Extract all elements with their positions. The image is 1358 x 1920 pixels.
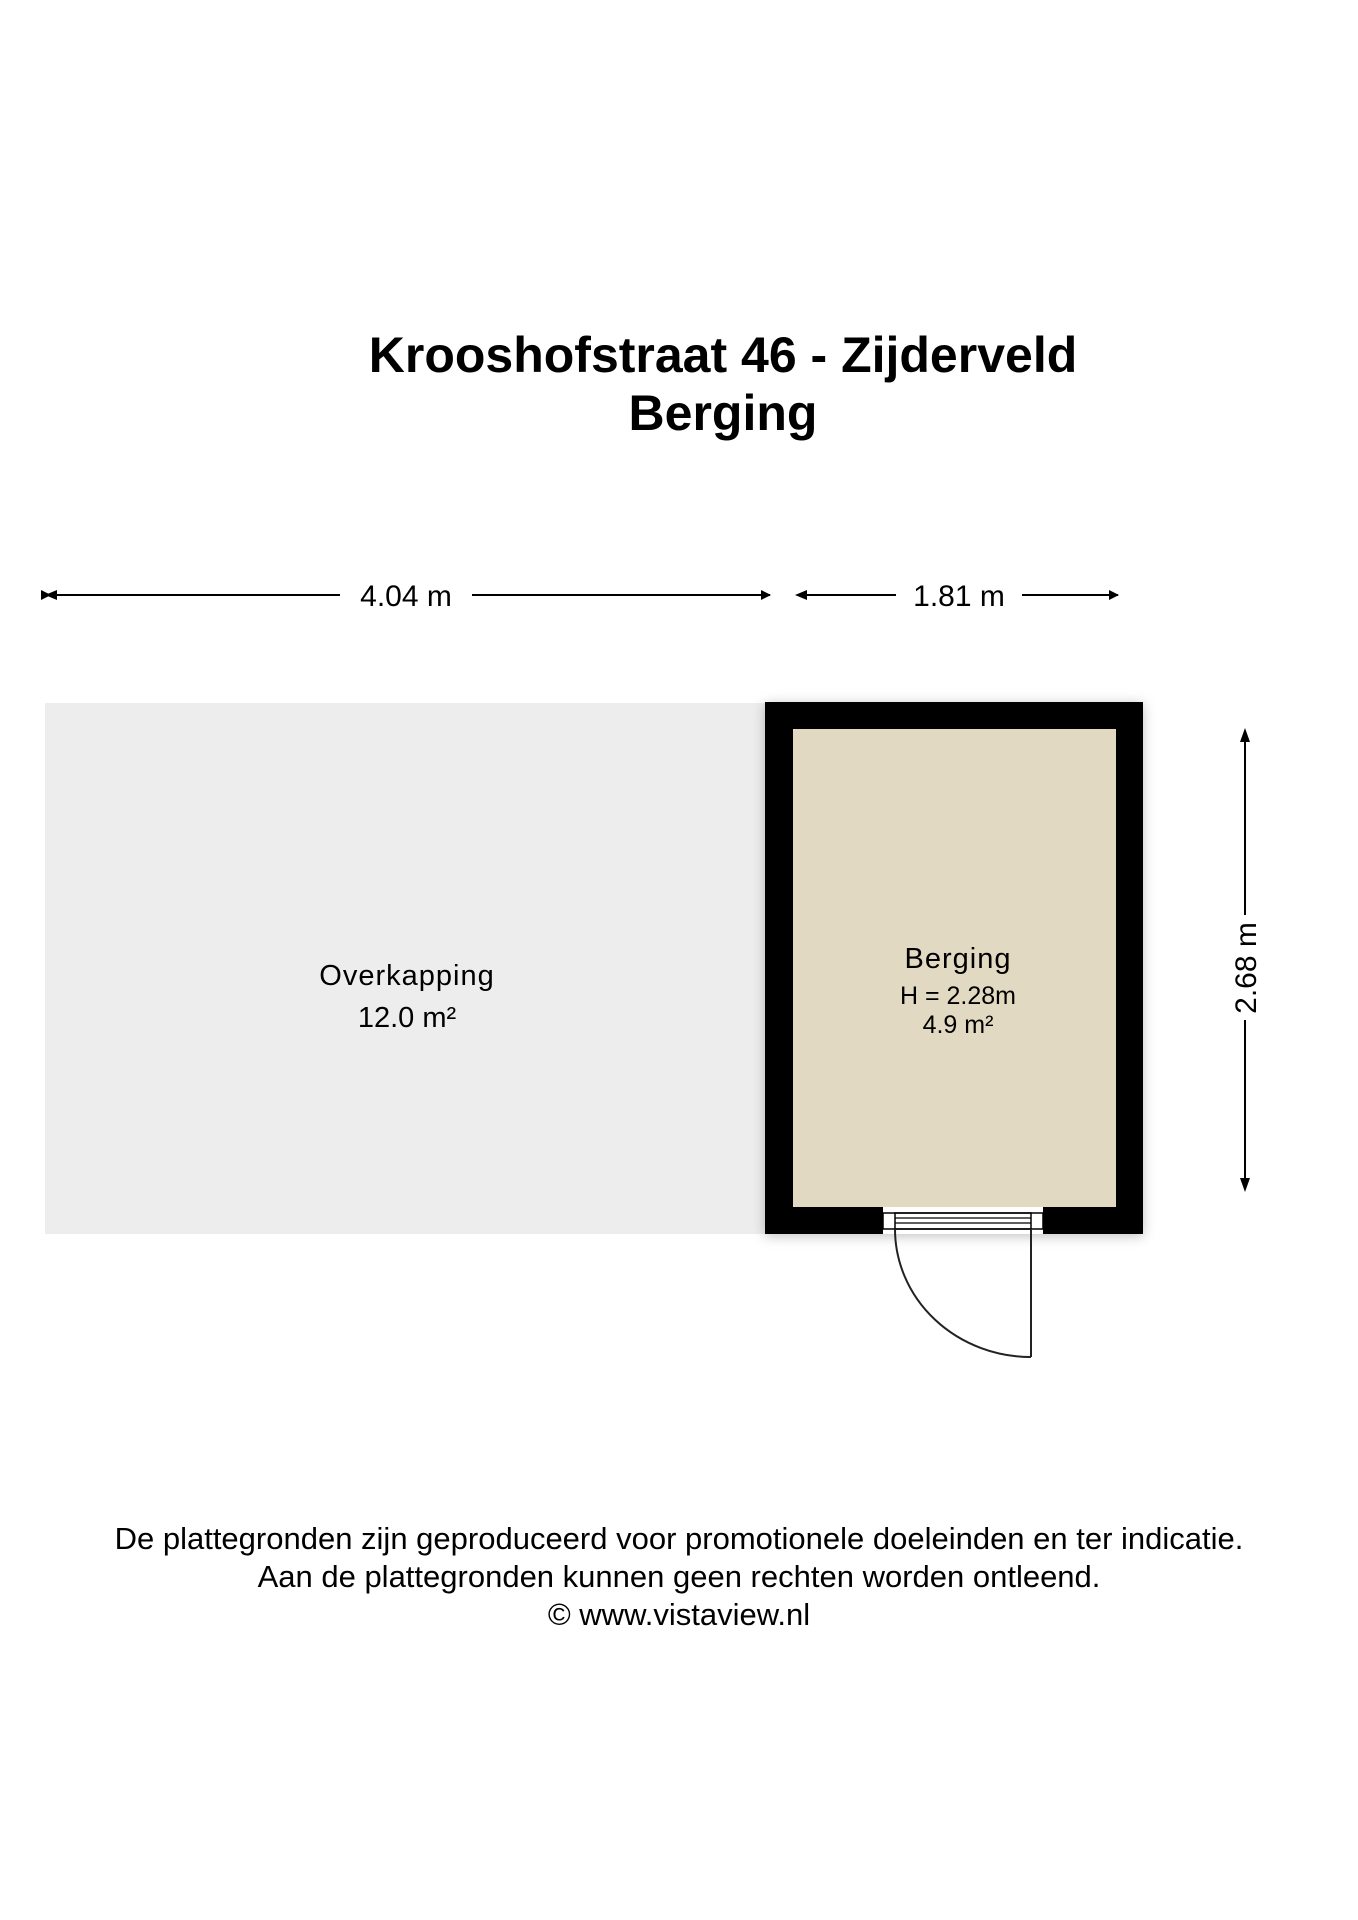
room-name-overkapping: Overkapping	[319, 960, 495, 992]
dimension-overkapping-width	[45, 580, 770, 613]
room-height-berging: H = 2.28m	[899, 982, 1017, 1010]
dimension-berging-width	[795, 580, 1118, 613]
copyright-link[interactable]: © www.vistaview.nl	[547, 1597, 811, 1632]
room-name-berging: Berging	[904, 943, 1012, 975]
dimension-label: 2.68 m	[1230, 922, 1263, 1014]
dimension-berging-depth	[1230, 728, 1263, 1192]
berging-room	[765, 702, 1143, 1357]
door	[883, 1207, 1043, 1357]
dimension-label: 4.04 m	[360, 580, 452, 613]
disclaimer-line-2: Aan de plattegronden kunnen geen rechten worden ontleend.	[257, 1559, 1101, 1594]
disclaimer-line-1: De plattegronden zijn geproduceerd voor promotionele doeleinden en ter indicatie.	[114, 1521, 1244, 1556]
page-title: Krooshofstraat 46 - Zijderveld	[368, 327, 1078, 383]
page-subtitle: Berging	[628, 385, 818, 441]
room-area-overkapping: 12.0 m²	[357, 1002, 457, 1034]
dimension-label: 1.81 m	[913, 580, 1005, 613]
room-area-berging: 4.9 m²	[922, 1011, 994, 1039]
